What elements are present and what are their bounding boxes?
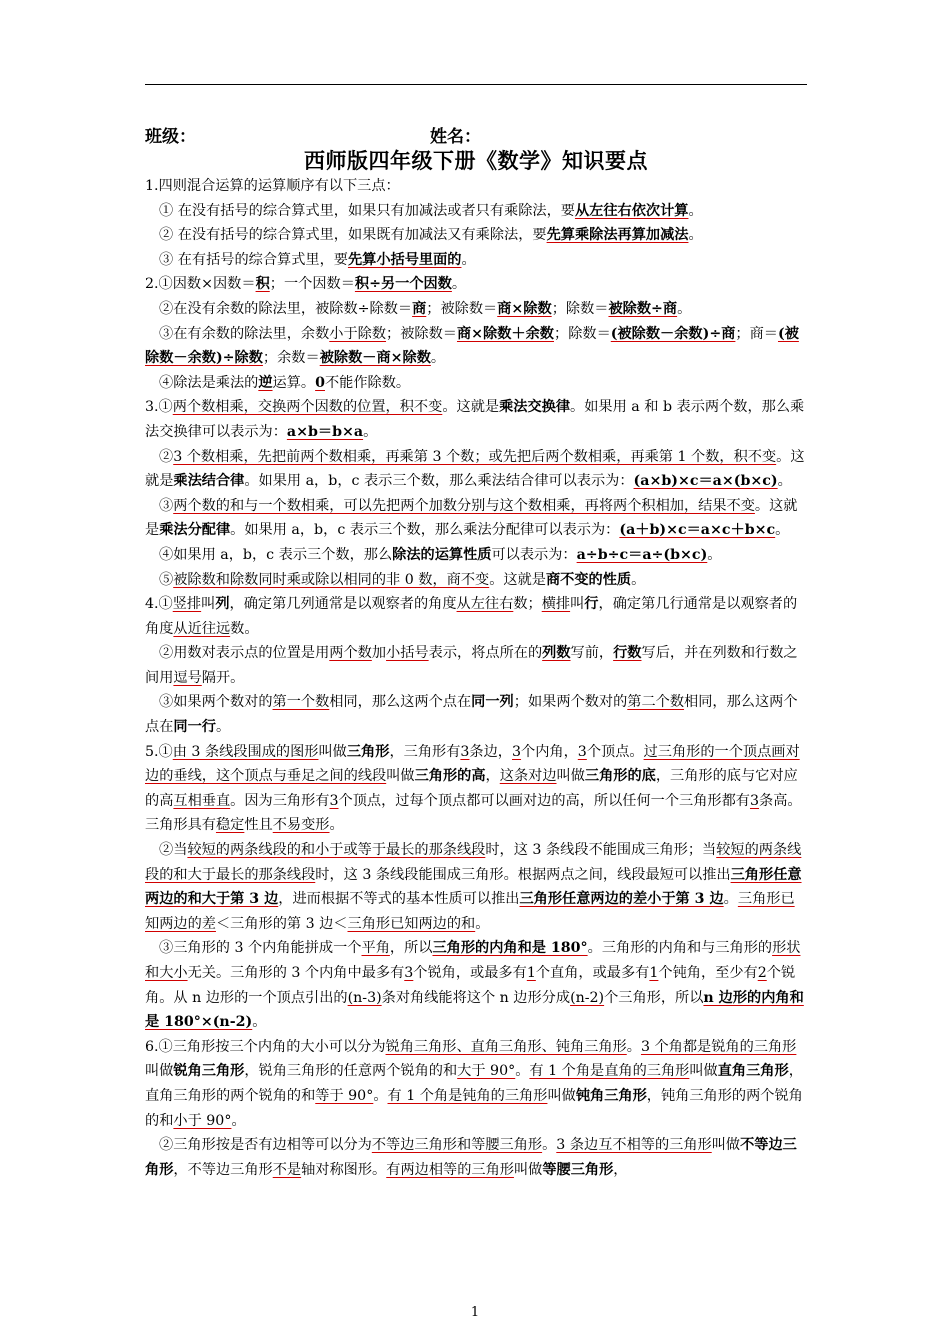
paragraph: ③两个数的和与一个数相乘，可以先把两个加数分别与这个数相乘，再将两个积相加，结果不变。这就是乘法分配律。如果用 a，b，c 表示三个数，那么乘法分配律可以表示为：(a＋b)×c＝a×c＋b×c。 [145,497,798,539]
paragraph: ③ 在有括号的综合算式里，要先算小括号里面的。 [159,251,476,268]
paragraph: ②三角形按是否有边相等可以分为不等边三角形和等腰三角形。3 条边互不相等的三角形叫做不等边三角形，不等边三角形不是轴对称图形。有两边相等的三角形叫做等腰三角形， [145,1137,797,1178]
paragraph: ③三角形的 3 个内角能拼成一个平角，所以三角形的内角和是 180°。三角形的内角和与三角形的形状和大小无关。三角形的 3 个内角中最多有3个锐角，或最多有1个直角，或最多有1个钝角，至少有2个锐角。从 n 边形的一个顶点引出的(n-3)条对角线能将这个 n 边形分成(n-2)个三角形，所以n 边形的内角和是 180°×(n-2)。 [145,940,804,1031]
section-4-paragraph: 4.①竖排叫列，确定第几列通常是以观察者的角度从左往右数；横排叫行，确定第几行通常是以观察者的角度从近往远数。 [145,596,798,637]
paragraph: ③如果两个数对的第一个数相同，那么这两个点在同一列；如果两个数对的第二个数相同，那么这两个点在同一行。 [145,694,798,736]
document-title: 西师版四年级下册《数学》知识要点 [304,148,648,173]
document-body [145,174,807,1182]
page-number: 1 [470,1305,480,1320]
section-6-paragraph: 6.①三角形按三个内角的大小可以分为锐角三角形、直角三角形、钝角三角形。3 个角都是锐角的三角形叫做锐角三角形，锐角三角形的任意两个锐角的和大于 90°。有 1 个角是直角的三角形叫做直角三角形，直角三角形的两个锐角的和等于 90°。有 1 个角是钝角的三角形叫做钝角三角形，钝角三角形的两个锐角的和小于 90°。 [145,1038,803,1129]
key-term: 积÷另一个因数 [354,276,452,293]
paragraph: ③在有余数的除法里，余数小于除数；被除数＝商×除数＋余数；除数＝(被除数－余数)÷商；商＝(被除数－余数)÷除数；余数＝被除数－商×除数。 [145,325,799,367]
name-label: 姓名： [430,127,481,147]
paragraph: ① 在没有括号的综合算式里，如果只有加减法或者只有乘除法，要从左往右依次计算。 [159,202,703,219]
section-1-heading: 1.四则混合运算的运算顺序有以下三点： [145,178,400,194]
section-5-paragraph: 5.①由 3 条线段围成的图形叫做三角形，三角形有3条边，3个内角，3个顶点。过三角形的一个顶点画对边的垂线，这个顶点与垂足之间的线段叫做三角形的高，这条对边叫做三角形的底，三角形的底与它对应的高互相垂直。因为三角形有3个顶点，过每个顶点都可以画对边的高，所以任何一个三角形都有3条高。三角形具有稳定性且不易变形。 [145,743,802,834]
paragraph: ②用数对表示点的位置是用两个数加小括号表示，将点所在的列数写前，行数写后，并在列数和行数之间用逗号隔开。 [145,645,798,686]
key-term: 从左往右依次计算 [574,202,689,219]
paragraph: ②在没有余数的除法里，被除数÷除数＝商；被除数＝商×除数；除数＝被除数÷商。 [159,300,692,317]
paragraph: ④除法是乘法的逆运算。0不能作除数。 [159,374,411,391]
key-term: 先算小括号里面的 [347,251,462,268]
paragraph: ②3 个数相乘，先把前两个数相乘，再乘第 3 个数；或先把后两个数相乘，再乘第 1 个数，积不变。这就是乘法结合律。如果用 a，b，c 表示三个数，那么乘法结合律可以表示为：(a×b)×c＝a×(b×c)。 [145,448,805,490]
section-3-paragraph: 3.①两个数相乘，交换两个因数的位置，积不变。这就是乘法交换律。如果用 a 和 b 表示两个数，那么乘法交换律可以表示为：a×b＝b×a。 [145,399,805,440]
key-term: 积 [255,276,270,293]
paragraph: ④如果用 a，b，c 表示三个数，那么除法的运算性质可以表示为：a÷b÷c＝a÷(b×c)。 [159,546,722,563]
paragraph: ⑤被除数和除数同时乘或除以相同的非 0 数，商不变。这就是商不变的性质。 [159,571,646,588]
class-label: 班级： [145,127,196,147]
key-term: 先算乘除法再算加减法 [546,227,689,244]
paragraph: ② 在没有括号的综合算式里，如果既有加减法又有乘除法，要先算乘除法再算加减法。 [159,227,703,244]
paragraph: ②当较短的两条线段的和小于或等于最长的那条线段时，这 3 条线段不能围成三角形；当较短的两条线段的和大于最长的那条线段时，这 3 条线段能围成三角形。根据两点之间，线段最短可以推出三角形任意两边的和大于第 3 边，进而根据不等式的基本性质可以推出三角形任意两边的差小于第 3 边。三角形已知两边的差＜三角形的第 3 边＜三角形已知两边的和。 [145,842,802,932]
header-rule [145,84,807,85]
section-2-paragraph: 2.①因数×因数＝积；一个因数＝积÷另一个因数。 [145,276,467,293]
